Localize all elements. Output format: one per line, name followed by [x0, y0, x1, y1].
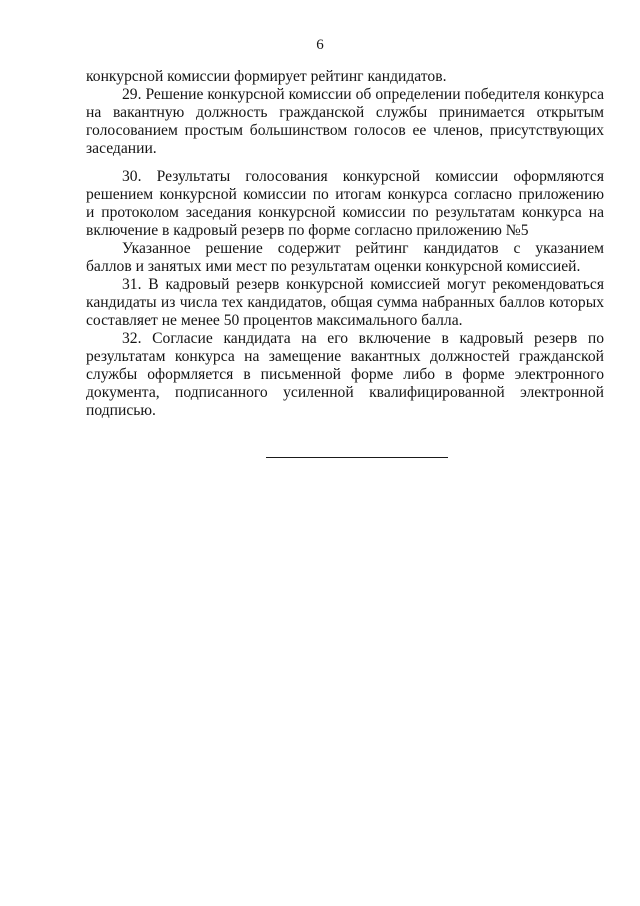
end-separator-line — [266, 457, 448, 458]
paragraph-32-line-2: результатам конкурса на замещение вакантных должностей гражданской — [86, 348, 604, 365]
paragraph-29-line-4: заседании. — [86, 140, 157, 157]
paragraph-32-line-1: 32. Согласие кандидата на его включение в кадровый резерв по — [122, 330, 604, 347]
paragraph-30-line-4: включение в кадровый резерв по форме согласно приложению №5 — [86, 222, 529, 239]
page-number: 6 — [316, 37, 324, 53]
paragraph-32-line-4: документа, подписанного усиленной квалифицированной электронной — [86, 384, 604, 401]
paragraph-30-note-line-2: баллов и занятых ими мест по результатам оценки конкурсной комиссией. — [86, 258, 581, 275]
paragraph-31-line-1: 31. В кадровый резерв конкурсной комиссией могут рекомендоваться — [122, 276, 604, 293]
paragraph-30-note-line-1: Указанное решение содержит рейтинг кандидатов с указанием — [122, 240, 604, 257]
paragraph-30-line-1: 30. Результаты голосования конкурсной комиссии оформляются — [122, 168, 604, 185]
paragraph-30-line-2: решением конкурсной комиссии по итогам конкурса согласно приложению — [86, 186, 604, 203]
paragraph-29-line-2: на вакантную должность гражданской службы принимается открытым — [86, 104, 604, 121]
paragraph-29-line-3: голосованием простым большинством голосов ее членов, присутствующих — [86, 122, 604, 139]
paragraph-32-line-3: службы оформляется в письменной форме либо в форме электронного — [86, 366, 604, 383]
paragraph-28-end-line-1: конкурсной комиссии формирует рейтинг кандидатов. — [86, 68, 447, 85]
paragraph-30-line-3: и протоколом заседания конкурсной комиссии по результатам конкурса на — [86, 204, 604, 221]
paragraph-31-line-2: кандидаты из числа тех кандидатов, общая сумма набранных баллов которых — [86, 294, 604, 311]
paragraph-29-line-1: 29. Решение конкурсной комиссии об определении победителя конкурса — [122, 86, 604, 103]
paragraph-31-line-3: составляет не менее 50 процентов максимального балла. — [86, 312, 463, 329]
paragraph-32-line-5: подписью. — [86, 402, 156, 419]
